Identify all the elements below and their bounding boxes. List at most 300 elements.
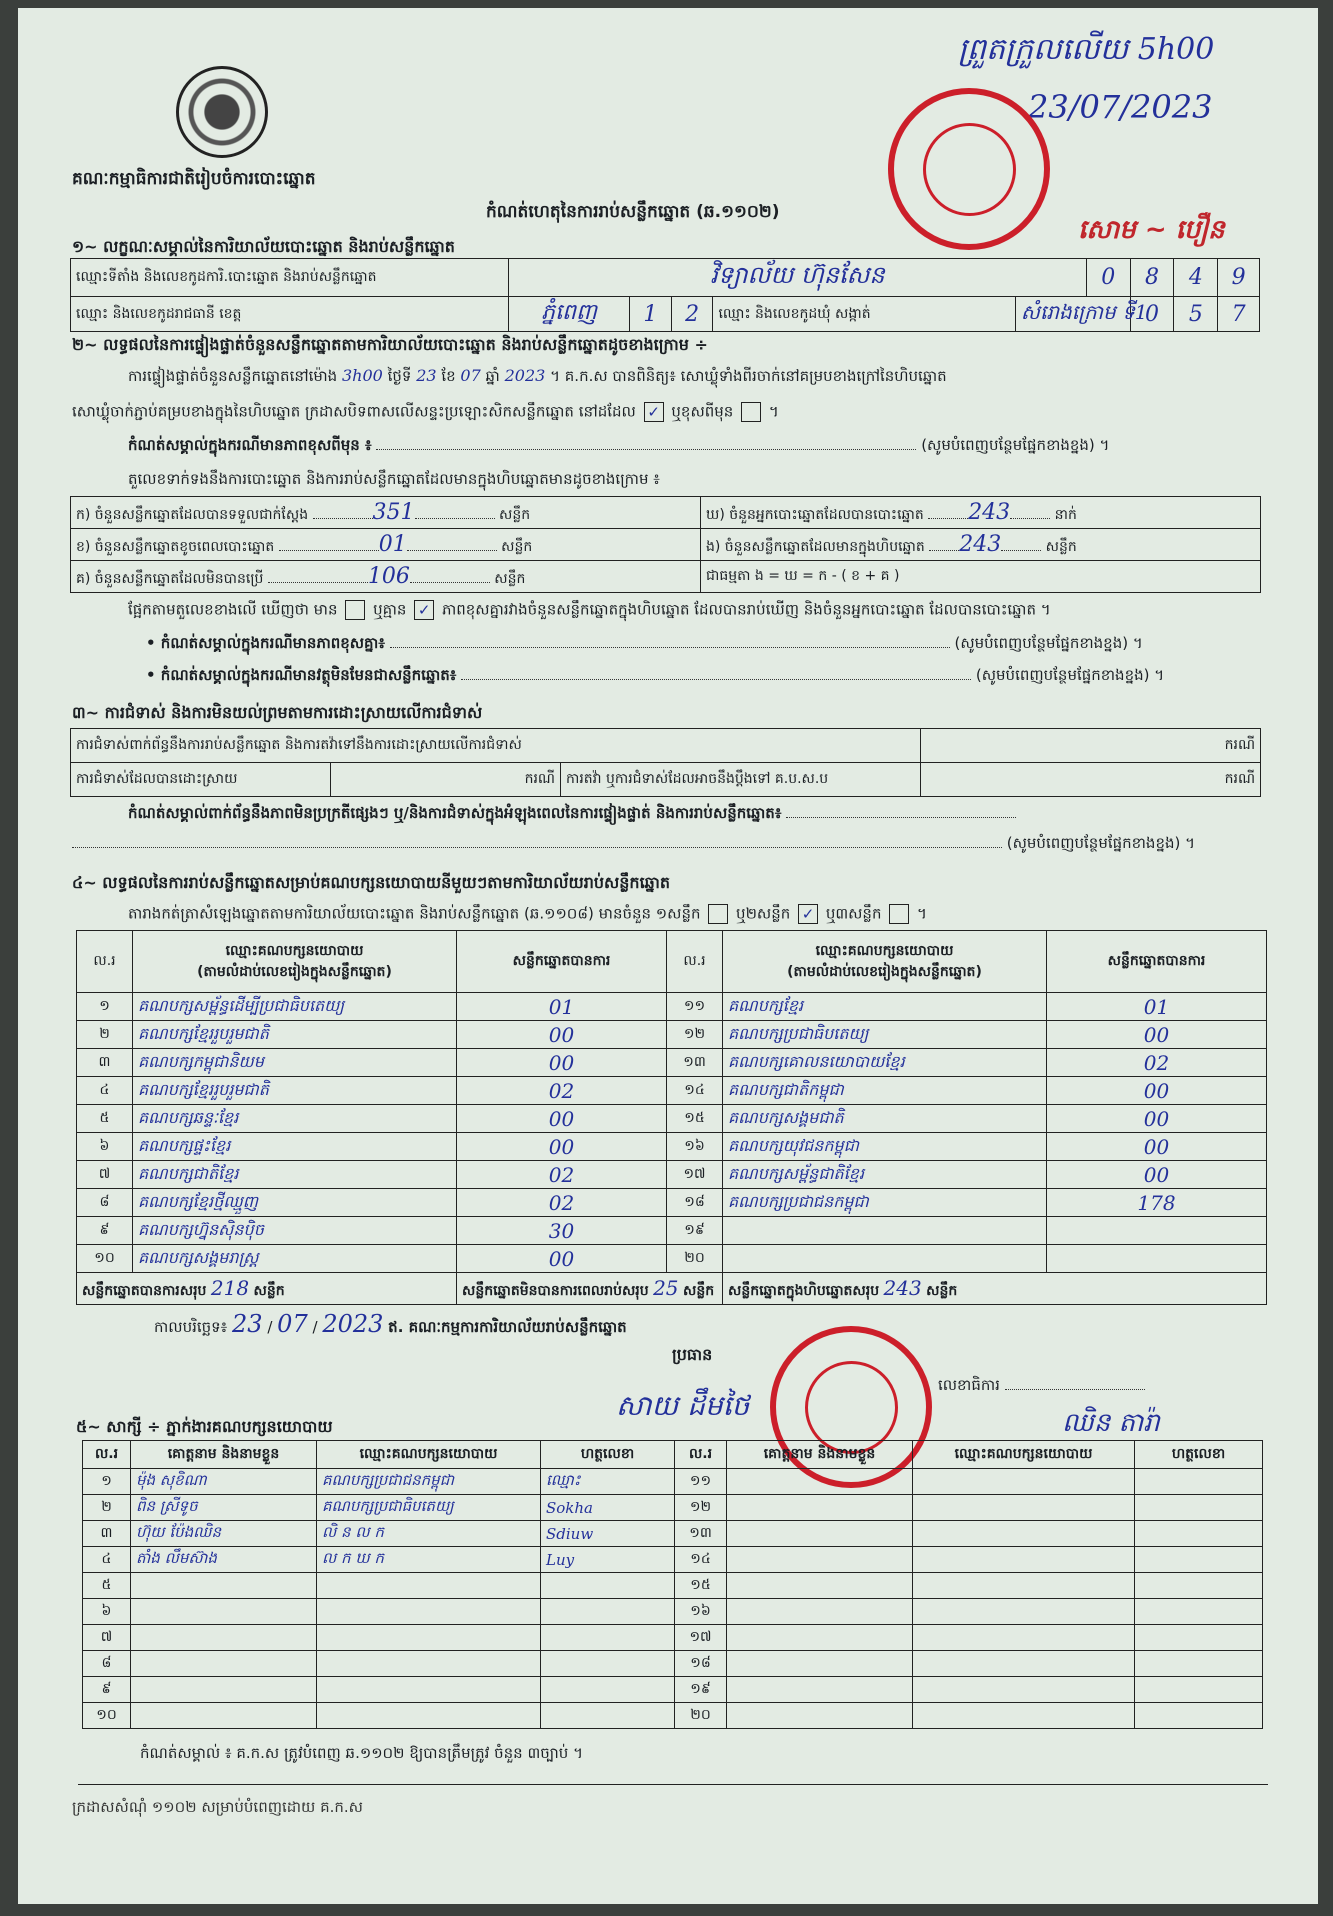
kg-unit: នាក់ xyxy=(1054,506,1077,523)
para2b: ឬខុសពីមុន xyxy=(671,402,734,421)
witness-party xyxy=(913,1651,1135,1677)
witness-no: ១៦ xyxy=(675,1599,727,1625)
verify-day: 23 xyxy=(416,366,437,385)
kg-value: 243 xyxy=(968,499,1011,525)
party-name: គណបក្សប្រជាជនកម្ពុជា xyxy=(723,1189,1047,1217)
s3-fill: (សូមបំពេញបន្ថែមផ្នែកខាងខ្នង) ។ xyxy=(1006,834,1196,852)
party-votes: 02 xyxy=(457,1161,667,1189)
secretary-line xyxy=(938,1376,1145,1398)
witness-signature xyxy=(1135,1651,1263,1677)
witness-col-party-left: ឈ្មោះគណបក្សនយោបាយ xyxy=(317,1441,541,1469)
commission-name: គណៈកម្មាធិការជាតិរៀបចំការបោះឆ្នោត xyxy=(72,169,316,189)
commune-code-3: 7 xyxy=(1218,297,1260,332)
results-col-no-right: ល.រ xyxy=(667,931,723,993)
party-name: គណបក្សខ្មែរ xyxy=(723,993,1047,1021)
commune-code-1: 0 xyxy=(1130,297,1174,332)
witness-no: ២ xyxy=(83,1495,131,1521)
results-row xyxy=(77,993,1267,1021)
witness-name xyxy=(131,1599,317,1625)
col-party-right-title: ឈ្មោះគណបក្សនយោបាយ xyxy=(815,942,954,959)
date-year: 2023 xyxy=(322,1310,384,1338)
witness-party xyxy=(913,1521,1135,1547)
witness-signature xyxy=(1135,1573,1263,1599)
party-no: ៦ xyxy=(77,1133,133,1161)
witness-name xyxy=(131,1573,317,1599)
witness-signature xyxy=(541,1625,675,1651)
witness-signature: Luy xyxy=(541,1547,675,1573)
party-votes: 02 xyxy=(457,1189,667,1217)
witness-row xyxy=(83,1625,1263,1651)
commune-code-2: 5 xyxy=(1174,297,1218,332)
ng-value: 243 xyxy=(959,531,1002,557)
party-no: ១៥ xyxy=(667,1105,723,1133)
para1a: ការផ្ទៀងផ្ទាត់ចំនួនសន្លឹកឆ្នោតនៅម៉ោង xyxy=(128,367,338,385)
party-name: គណបក្សផ្ទះខ្មែរ xyxy=(133,1133,457,1161)
results-row xyxy=(77,1133,1267,1161)
footer-bottom: ក្រដាសសំណុំ ១១០២ សម្រាប់បំពេញដោយ គ.ក.ស xyxy=(72,1798,363,1816)
s4-intro3: ឬ៣សន្លឹក xyxy=(825,904,882,923)
witness-name xyxy=(727,1469,913,1495)
witness-party xyxy=(317,1573,541,1599)
party-no: ១០ xyxy=(77,1245,133,1273)
figures-table xyxy=(70,496,1261,593)
witness-name xyxy=(727,1703,913,1729)
party-name: គណបក្សខ្មែររួបរួមជាតិ xyxy=(133,1021,457,1049)
witness-party xyxy=(317,1651,541,1677)
results-row xyxy=(77,1105,1267,1133)
complaints-appeal: ការតវ៉ា ឬការជំទាស់ដែលអាចនឹងប្តឹងទៅ គ.ប.ស.ប xyxy=(561,763,921,797)
witness-table xyxy=(82,1440,1263,1729)
witness-name xyxy=(727,1573,913,1599)
s3-note: កំណត់សម្គាល់ពាក់ព័ន្ធនឹងភាពមិនប្រក្រតីផ្សេងៗ ឬ/និងការជំទាស់ក្នុងអំឡុងពេលនៃការផ្ទៀងផ្ទាត់ និងការរាប់សន្លឹកឆ្នោត៖ xyxy=(128,804,782,822)
figure-ng xyxy=(701,529,1261,561)
witness-signature xyxy=(1135,1547,1263,1573)
witness-row xyxy=(83,1495,1263,1521)
witness-party xyxy=(913,1573,1135,1599)
sum-invalid: 25 xyxy=(653,1275,679,1300)
witness-col-name-left: គោត្តនាម និងនាមខ្លួន xyxy=(131,1441,317,1469)
bullet-object xyxy=(146,666,1164,688)
witness-name xyxy=(727,1547,913,1573)
party-votes: 02 xyxy=(457,1077,667,1105)
witness-party xyxy=(317,1599,541,1625)
party-name: គណបក្សប្រជាធិបតេយ្យ xyxy=(723,1021,1047,1049)
hand-note: ព្រួតក្រួលលើយ 5h00 xyxy=(958,32,1215,67)
bullet2: • កំណត់សម្គាល់ក្នុងករណីមានវត្ថុមិនមែនជាសន្លឹកឆ្នោត៖ xyxy=(146,666,457,684)
nec-emblem xyxy=(176,66,268,158)
party-name: គណបក្សខ្មែររួបរួមជាតិ xyxy=(133,1077,457,1105)
para1c: ខែ xyxy=(441,367,456,385)
party-no: ៧ xyxy=(77,1161,133,1189)
figure-kg xyxy=(701,497,1261,529)
hand-date: 23/07/2023 xyxy=(1028,88,1213,126)
witness-name xyxy=(727,1677,913,1703)
witness-signature xyxy=(1135,1469,1263,1495)
witness-signature xyxy=(1135,1625,1263,1651)
results-col-no-left: ល.រ xyxy=(77,931,133,993)
party-votes: 00 xyxy=(1047,1133,1267,1161)
party-no: ១៣ xyxy=(667,1049,723,1077)
witness-name: ម៉ុង សុខិណា xyxy=(131,1469,317,1495)
witness-no: ១៥ xyxy=(675,1573,727,1599)
party-name xyxy=(723,1217,1047,1245)
witness-row xyxy=(83,1599,1263,1625)
party-votes xyxy=(1047,1245,1267,1273)
party-votes: 00 xyxy=(1047,1021,1267,1049)
official-stamp-top xyxy=(888,88,1050,250)
three-sheet-checkbox[interactable] xyxy=(889,904,909,924)
verify-month: 07 xyxy=(460,366,481,385)
witness-no: ២០ xyxy=(675,1703,727,1729)
sum-total: 243 xyxy=(883,1275,922,1300)
witness-col-party-right: ឈ្មោះគណបក្សនយោបាយ xyxy=(913,1441,1135,1469)
commune-value: សំរោងក្រោម ទី1 xyxy=(1015,297,1130,332)
party-votes: 01 xyxy=(457,993,667,1021)
results-row xyxy=(77,1217,1267,1245)
complaints-resolved: ការជំទាស់ដែលបានដោះស្រាយ xyxy=(71,763,331,797)
witness-name xyxy=(727,1599,913,1625)
complaints-row1-case: ករណី xyxy=(921,729,1261,763)
kh-value: 01 xyxy=(378,531,407,557)
date-day: 23 xyxy=(232,1310,263,1338)
results-row xyxy=(77,1021,1267,1049)
ko-label: គ) ចំនួនសន្លឹកឆ្នោតដែលមិនបានប្រើ xyxy=(76,570,264,587)
location-code-1: 0 xyxy=(1086,259,1130,297)
sum-invalid-unit: សន្លឹក xyxy=(682,1282,715,1299)
party-votes: 00 xyxy=(1047,1105,1267,1133)
date-month: 07 xyxy=(277,1310,308,1338)
different-checkbox[interactable] xyxy=(741,402,761,422)
results-row xyxy=(77,1245,1267,1273)
witness-no: ១២ xyxy=(675,1495,727,1521)
party-no: ១៦ xyxy=(667,1133,723,1161)
col-party-left-title: ឈ្មោះគណបក្សនយោបាយ xyxy=(225,942,364,959)
difference-paragraph xyxy=(128,600,1051,623)
witness-signature: Sdiuw xyxy=(541,1521,675,1547)
date-tail: ឥ. គណៈកម្មការការិយាល័យរាប់សន្លឹកឆ្នោត xyxy=(388,1318,627,1336)
witness-signature xyxy=(1135,1677,1263,1703)
witness-signature: ឈ្មោះ xyxy=(541,1469,675,1495)
witness-party xyxy=(913,1677,1135,1703)
irregularity-note xyxy=(128,804,1016,826)
witness-signature: Sokha xyxy=(541,1495,675,1521)
figures-intro: តួលេខទាក់ទងនឹងការបោះឆ្នោត និងការរាប់សន្លឹកឆ្នោតដែលមានក្នុងហិបឆ្នោតមានដូចខាងក្រោម ៖ xyxy=(128,470,660,488)
note1: កំណត់សម្គាល់ក្នុងករណីមានភាពខុសពីមុន ៖ xyxy=(128,436,372,454)
party-no: ៤ xyxy=(77,1077,133,1105)
witness-party xyxy=(913,1495,1135,1521)
province-code-2: 2 xyxy=(671,297,713,332)
results-col-votes-left: សន្លឹកឆ្នោតបានការ xyxy=(457,931,667,993)
witness-party: លិ ន ល ក xyxy=(317,1521,541,1547)
irregularity-fill xyxy=(72,834,1195,856)
witness-name xyxy=(131,1677,317,1703)
witness-no: ៦ xyxy=(83,1599,131,1625)
witness-no: ១៨ xyxy=(675,1651,727,1677)
party-no: ៨ xyxy=(77,1189,133,1217)
results-row xyxy=(77,1161,1267,1189)
witness-signature xyxy=(1135,1521,1263,1547)
witness-no: ១៣ xyxy=(675,1521,727,1547)
witness-no: ៨ xyxy=(83,1651,131,1677)
location-code-3: 4 xyxy=(1174,259,1218,297)
witness-no: ១៧ xyxy=(675,1625,727,1651)
party-votes: 01 xyxy=(1047,993,1267,1021)
k-label: ក) ចំនួនសន្លឹកឆ្នោតដែលបានទទួលជាក់ស្តែង xyxy=(76,506,309,523)
col-party-left-sub: (តាមលំដាប់លេខរៀងក្នុងសន្លឹកឆ្នោត) xyxy=(197,963,392,980)
witness-party xyxy=(913,1547,1135,1573)
party-no: ១៤ xyxy=(667,1077,723,1105)
para1b: ថ្ងៃទី xyxy=(387,367,412,385)
commune-label: ឈ្មោះ និងលេខកូដឃុំ សង្កាត់ xyxy=(713,297,1015,332)
party-name xyxy=(723,1245,1047,1273)
no-difference-checkbox[interactable]: ✓ xyxy=(414,600,434,620)
witness-no: ៥ xyxy=(83,1573,131,1599)
witness-party xyxy=(317,1703,541,1729)
location-code-2: 8 xyxy=(1130,259,1174,297)
party-no: ១ xyxy=(77,993,133,1021)
ko-unit: សន្លឹក xyxy=(494,570,526,587)
party-name: គណបក្សកម្ពុជានិយម xyxy=(133,1049,457,1077)
witness-signature xyxy=(541,1599,675,1625)
witness-row xyxy=(83,1677,1263,1703)
witness-party: គណបក្សប្រជាជនកម្ពុជា xyxy=(317,1469,541,1495)
sum-total-unit: សន្លឹក xyxy=(926,1282,958,1299)
sum-invalid-cell xyxy=(457,1273,723,1305)
witness-col-no-left: ល.រ xyxy=(83,1441,131,1469)
verify-time: 3h00 xyxy=(341,366,383,385)
witness-no: ១១ xyxy=(675,1469,727,1495)
location-value: វិទ្យាល័យ ហ៊ុនសែន xyxy=(710,261,885,289)
sum-valid-cell xyxy=(77,1273,457,1305)
party-votes: 00 xyxy=(457,1245,667,1273)
footer-rule xyxy=(78,1784,1268,1785)
ng-label: ង) ចំនួនសន្លឹកឆ្នោតដែលមានក្នុងហិបឆ្នោត xyxy=(706,538,925,555)
location-label: ឈ្មោះទីតាំង និងលេខកូដការិ.បោះឆ្នោត និងរាប់សន្លឹកឆ្នោត xyxy=(71,259,509,297)
witness-row xyxy=(83,1521,1263,1547)
sum-invalid-label: សន្លឹកឆ្នោតមិនបានការពេលរាប់សរុប xyxy=(462,1282,649,1299)
sum-valid: 218 xyxy=(210,1275,250,1300)
secretary-signature: ឈិន តារ៉ា xyxy=(1062,1408,1160,1438)
section-1-heading: ១~ លក្ខណៈសម្គាល់នៃការិយាល័យបោះឆ្នោត និងរាប់សន្លឹកឆ្នោត xyxy=(72,237,455,256)
results-row xyxy=(77,1189,1267,1217)
witness-name: ពិន ស្រីទូច xyxy=(131,1495,317,1521)
one-sheet-checkbox[interactable] xyxy=(708,904,728,924)
chair-signature: សាយ ដឹមថៃ xyxy=(616,1389,750,1422)
party-votes: 00 xyxy=(457,1049,667,1077)
bullet1: • កំណត់សម្គាល់ក្នុងករណីមានភាពខុសគ្នា៖ xyxy=(146,634,385,652)
bullet1-fill: (សូមបំពេញបន្ថែមផ្នែកខាងខ្នង) ។ xyxy=(954,634,1143,652)
party-name: គណបក្សហ្វ៊ុនស៊ិនប៉ិច xyxy=(133,1217,457,1245)
para1e: ។ គ.ក.ស បានពិនិត្យ៖ សោឃ្លុំទាំងពីរចាក់នៅគម្របខាងក្រៅនៃហិបឆ្នោត xyxy=(550,367,947,385)
footer-note: កំណត់សម្គាល់ ៖ គ.ក.ស ត្រូវបំពេញ ឆ.១១០២ ឱ្យបានត្រឹមត្រូវ ចំនួន ៣ច្បាប់ ។ xyxy=(140,1744,583,1762)
kh-unit: សន្លឹក xyxy=(501,538,533,555)
party-votes: 178 xyxy=(1047,1189,1267,1217)
province-code-1: 1 xyxy=(630,297,672,332)
witness-no: ៧ xyxy=(83,1625,131,1651)
witness-row xyxy=(83,1651,1263,1677)
party-no: ២ xyxy=(77,1021,133,1049)
party-name: គណបក្សជាតិកម្ពុជា xyxy=(723,1077,1047,1105)
witness-no: ៤ xyxy=(83,1547,131,1573)
formula: ជាធម្មតា ង = ឃ = ក - ( ខ + គ ) xyxy=(701,561,1261,593)
results-row xyxy=(77,1049,1267,1077)
bullet2-fill: (សូមបំពេញបន្ថែមផ្នែកខាងខ្នង) ។ xyxy=(975,666,1165,684)
figure-kh xyxy=(71,529,701,561)
results-col-votes-right: សន្លឹកឆ្នោតបានការ xyxy=(1047,931,1267,993)
complaints-row1: ការជំទាស់ពាក់ព័ន្ធនឹងការរាប់សន្លឹកឆ្នោត និងការតវ៉ាទៅនឹងការដោះស្រាយលើការជំទាស់ xyxy=(71,729,921,763)
province-label: ឈ្មោះ និងលេខកូដរាជធានី ខេត្ត xyxy=(71,297,509,332)
party-name: គណបក្សខ្មែរថ្មីឈ្មួញ xyxy=(133,1189,457,1217)
party-name: គណបក្សគោលនយោបាយខ្មែរ xyxy=(723,1049,1047,1077)
para4c: ភាពខុសគ្នារវាងចំនួនសន្លឹកឆ្នោតក្នុងហិបឆ្នោត ដែលបានរាប់ឃើញ និងចំនួនអ្នកបោះឆ្នោត ដែលបានបោះឆ្នោត ។ xyxy=(441,600,1051,619)
witness-signature xyxy=(541,1573,675,1599)
witness-col-name-right: គោត្តនាម និងនាមខ្លួន xyxy=(727,1441,913,1469)
party-no: ៣ xyxy=(77,1049,133,1077)
party-votes: 30 xyxy=(457,1217,667,1245)
kh-label: ខ) ចំនួនសន្លឹកឆ្នោតខូចពេលបោះឆ្នោត xyxy=(76,538,275,555)
para2: សោឃ្លុំចាក់ភ្ជាប់គម្របខាងក្នុងនៃហិបឆ្នោត ក្រដាសបិទពាសលើសន្ទះប្រឡោះសិកសន្លឹកឆ្នោត នៅដដែល xyxy=(72,402,636,421)
witness-no: ៣ xyxy=(83,1521,131,1547)
witness-no: ៩ xyxy=(83,1677,131,1703)
witness-name xyxy=(727,1625,913,1651)
witness-party xyxy=(913,1599,1135,1625)
para1d: ឆ្នាំ xyxy=(485,367,500,385)
witness-no: ១៤ xyxy=(675,1547,727,1573)
witness-col-sign-right: ហត្ថលេខា xyxy=(1135,1441,1263,1469)
sum-total-cell xyxy=(723,1273,1267,1305)
witness-row xyxy=(83,1703,1263,1729)
witness-name xyxy=(131,1703,317,1729)
sum-total-label: សន្លឹកឆ្នោតក្នុងហិបឆ្នោតសរុប xyxy=(728,1282,880,1299)
party-name: គណបក្សសង្គមជាតិ xyxy=(723,1105,1047,1133)
witness-no: ១០ xyxy=(83,1703,131,1729)
section-2-heading: ២~ លទ្ធផលនៃការផ្ទៀងផ្ទាត់ចំនួនសន្លឹកឆ្នោតតាមការិយាល័យបោះឆ្នោត និងរាប់សន្លឹកឆ្នោតដូចខាងក្រោម ÷ xyxy=(72,335,708,354)
note-difference xyxy=(128,436,1258,458)
sum-valid-unit: សន្លឹក xyxy=(253,1282,285,1299)
witness-party xyxy=(317,1677,541,1703)
party-votes: 00 xyxy=(1047,1161,1267,1189)
chair-title: ប្រធាន xyxy=(672,1345,713,1364)
section-4-heading: ៤~ លទ្ធផលនៃការរាប់សន្លឹកឆ្នោតសម្រាប់គណបក្សនយោបាយនីមួយៗតាមការិយាល័យរាប់សន្លឹកឆ្នោត xyxy=(72,873,671,892)
has-difference-checkbox[interactable] xyxy=(345,600,365,620)
party-no: ១១ xyxy=(667,993,723,1021)
s4-intro2: ឬ២សន្លឹក xyxy=(736,904,791,923)
party-no: ១២ xyxy=(667,1021,723,1049)
results-table xyxy=(76,930,1267,1305)
witness-name: ហ៊ុយ ប៉ែងឈិន xyxy=(131,1521,317,1547)
witness-name: តាំង លឹមស៊ាង xyxy=(131,1547,317,1573)
hand-name: សោម ~ បឿន xyxy=(1078,215,1225,245)
k-value: 351 xyxy=(372,499,415,525)
party-votes: 00 xyxy=(457,1021,667,1049)
two-sheet-checkbox[interactable]: ✓ xyxy=(798,904,818,924)
figure-k xyxy=(71,497,701,529)
s4-intro: តារាងកត់ត្រាសំឡេងឆ្នោតតាមការិយាល័យបោះឆ្នោត និងរាប់សន្លឹកឆ្នោត (ឆ.១១០៨) មានចំនួន ១សន្លឹក xyxy=(128,904,701,923)
complaints-table xyxy=(70,728,1261,797)
results-col-party-left xyxy=(133,931,457,993)
witness-name xyxy=(727,1521,913,1547)
witness-party: ល ក ឃ ក xyxy=(317,1547,541,1573)
party-votes: 00 xyxy=(457,1133,667,1161)
party-votes xyxy=(1047,1217,1267,1245)
kg-label: ឃ) ចំនួនអ្នកបោះឆ្នោតដែលបានបោះឆ្នោត xyxy=(706,506,924,523)
witness-row xyxy=(83,1547,1263,1573)
para4b: ឬគ្មាន xyxy=(373,600,407,619)
location-code-4: 9 xyxy=(1218,259,1260,297)
witness-col-sign-left: ហត្ថលេខា xyxy=(541,1441,675,1469)
seal-paragraph: សោឃ្លុំចាក់ភ្ជាប់គម្របខាងក្នុងនៃហិបឆ្នោត ក្រដាសបិទពាសលើសន្ទះប្រឡោះសិកសន្លឹកឆ្នោត នៅដដែល ✓ ឬខុសពីមុន ។ xyxy=(72,402,779,421)
witness-signature xyxy=(1135,1703,1263,1729)
witness-signature xyxy=(541,1677,675,1703)
party-name: គណបក្សសម្ព័ន្ធដើម្បីប្រជាធិបតេយ្យ xyxy=(133,993,457,1021)
k-unit: សន្លឹក xyxy=(499,506,531,523)
sheet-count-line: តារាងកត់ត្រាសំឡេងឆ្នោតតាមការិយាល័យបោះឆ្នោត និងរាប់សន្លឹកឆ្នោត (ឆ.១១០៨) មានចំនួន ១សន្លឹក ឬ២សន្លឹក ✓ ឬ៣សន្លឹក ។ xyxy=(128,904,927,923)
witness-name xyxy=(727,1651,913,1677)
party-no: ១៩ xyxy=(667,1217,723,1245)
witness-row xyxy=(83,1469,1263,1495)
complaints-appeal-case: ករណី xyxy=(921,763,1261,797)
results-row xyxy=(77,1077,1267,1105)
sum-valid-label: សន្លឹកឆ្នោតបានការសរុប xyxy=(82,1282,207,1299)
section-3-heading: ៣~ ការជំទាស់ និងការមិនយល់ព្រមតាមការដោះស្រាយលើការជំទាស់ xyxy=(72,703,483,722)
witness-name xyxy=(131,1625,317,1651)
party-name: គណបក្សយុវជនកម្ពុជា xyxy=(723,1133,1047,1161)
verification-paragraph xyxy=(128,366,947,389)
witness-no: ១ xyxy=(83,1469,131,1495)
party-name: គណបក្សឆន្ទៈខ្មែរ xyxy=(133,1105,457,1133)
same-checkbox[interactable]: ✓ xyxy=(644,402,664,422)
ko-value: 106 xyxy=(367,563,410,589)
form-title: កំណត់ហេតុនៃការរាប់សន្លឹកឆ្នោត (ឆ.១១០២) xyxy=(486,202,780,222)
party-no: ១៧ xyxy=(667,1161,723,1189)
party-name: គណបក្សសម្ព័ន្ធជាតិខ្មែរ xyxy=(723,1161,1047,1189)
witness-signature xyxy=(1135,1495,1263,1521)
date-line: កាលបរិច្ឆេទ៖ 23 / 07 / 2023 ឥ. គណៈកម្មការការិយាល័យរាប់សន្លឹកឆ្នោត xyxy=(154,1310,627,1338)
col-party-right-sub: (តាមលំដាប់លេខរៀងក្នុងសន្លឹកឆ្នោត) xyxy=(787,963,982,980)
ng-unit: សន្លឹក xyxy=(1045,538,1077,555)
party-no: ៥ xyxy=(77,1105,133,1133)
party-votes: 02 xyxy=(1047,1049,1267,1077)
party-no: ១៨ xyxy=(667,1189,723,1217)
party-no: ២០ xyxy=(667,1245,723,1273)
witness-party xyxy=(913,1703,1135,1729)
witness-party: គណបក្សប្រជាធិបតេយ្យ xyxy=(317,1495,541,1521)
witness-no: ១៩ xyxy=(675,1677,727,1703)
party-votes: 00 xyxy=(457,1105,667,1133)
section-5-heading: ៥~ សាក្សី ÷ ភ្នាក់ងារគណបក្សនយោបាយ xyxy=(76,1417,333,1436)
witness-party xyxy=(913,1625,1135,1651)
secretary-label: លេខាធិការ xyxy=(938,1376,1000,1394)
date-label: កាលបរិច្ឆេទ៖ xyxy=(154,1318,228,1336)
witness-party xyxy=(913,1469,1135,1495)
witness-signature xyxy=(541,1703,675,1729)
bullet-difference xyxy=(146,634,1143,656)
witness-row xyxy=(83,1573,1263,1599)
province-value: ភ្នំពេញ xyxy=(509,297,630,332)
party-name: គណបក្សសង្គមរាស្ត្រ xyxy=(133,1245,457,1273)
para4a: ផ្អែកតាមតួលេខខាងលើ ឃើញថា មាន xyxy=(128,600,338,619)
form-page xyxy=(18,8,1318,1904)
witness-party xyxy=(317,1625,541,1651)
note1-fill: (សូមបំពេញបន្ថែមផ្នែកខាងខ្នង) ។ xyxy=(921,436,1110,454)
party-votes: 00 xyxy=(1047,1077,1267,1105)
figure-ko xyxy=(71,561,701,593)
witness-name xyxy=(727,1495,913,1521)
results-col-party-right xyxy=(723,931,1047,993)
complaints-resolved-case: ករណី xyxy=(331,763,561,797)
party-no: ៩ xyxy=(77,1217,133,1245)
verify-year: 2023 xyxy=(504,366,546,385)
